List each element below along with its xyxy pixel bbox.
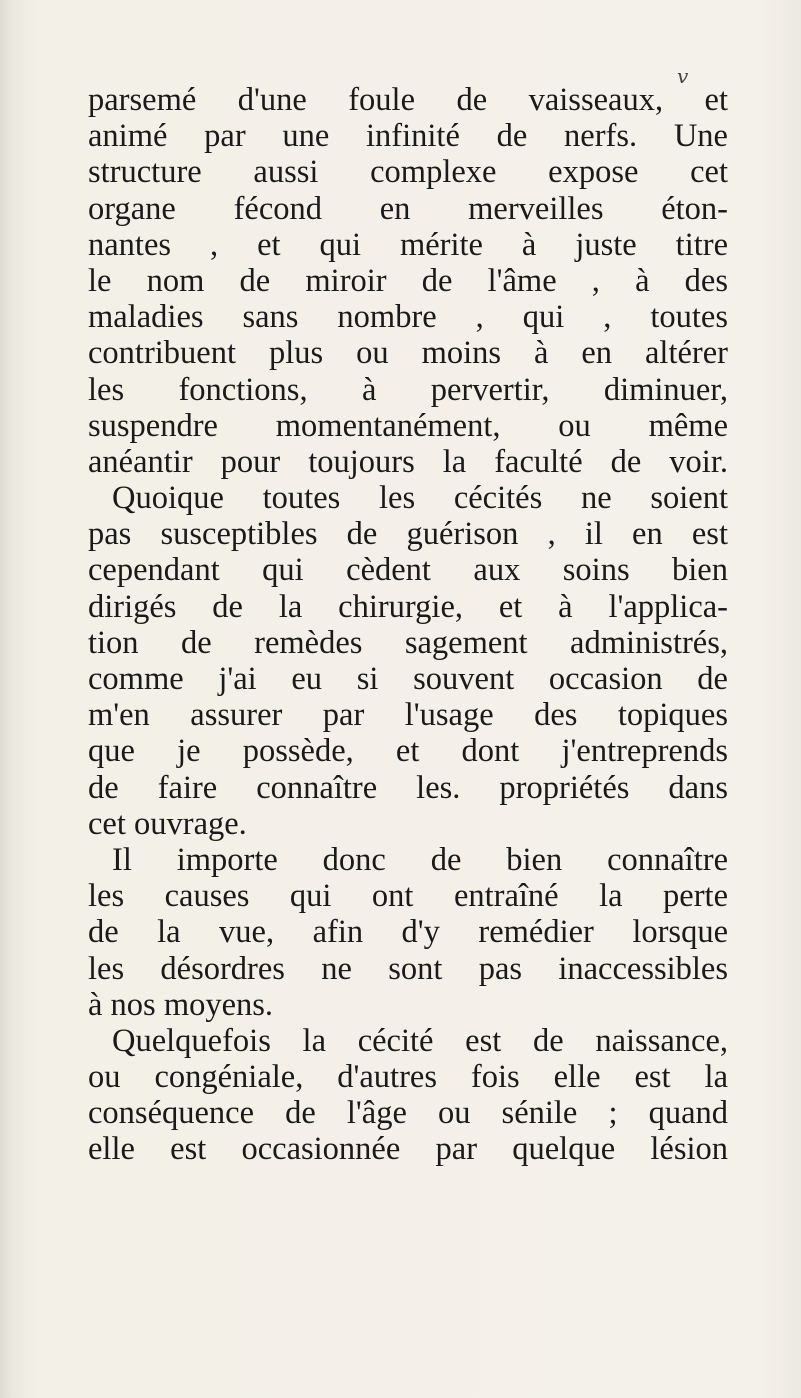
text-line: elle est occasionnée par quelque lésion [88,1131,728,1168]
paragraph [88,1023,728,1168]
text-line: structure aussi complexe expose cet [88,154,728,191]
text-line: cet ouvrage. [88,805,247,842]
text-line: m'en assurer par l'usage des topiques [88,697,728,734]
text-line: dirigés de la chirurgie, et à l'applica- [88,588,728,625]
text-line: ou congéniale, d'autres fois elle est la [88,1059,728,1096]
body-text [88,82,728,1168]
text-line: que je possède, et dont j'entreprends [88,733,728,770]
text-line: organe fécond en merveilles éton- [88,190,728,227]
text-line: Quelquefois la cécité est de naissance, [112,1022,728,1059]
page-corner-mark: v [677,64,689,88]
text-line: parsemé d'une foule de vaisseaux, et [88,82,728,118]
text-line: nantes , et qui mérite à juste titre [88,226,728,263]
text-line: de la vue, afin d'y remédier lorsque [88,914,728,951]
text-line: cependant qui cèdent aux soins bien [88,552,728,589]
text-line: comme j'ai eu si souvent occasion de [88,661,728,697]
text-line: anéantir pour toujours la faculté de voir. [88,443,728,480]
text-line: contribuent plus ou moins à en altérer [88,335,728,372]
paragraph [88,480,728,842]
text-line: les fonctions, à pervertir, diminuer, [88,371,728,408]
text-line: le nom de miroir de l'âme , à des [88,262,728,299]
text-line: Il importe donc de bien connaître [112,841,728,878]
text-line: tion de remèdes sagement administrés, [88,624,728,661]
paragraph [88,82,728,480]
text-line: les désordres ne sont pas inaccessibles [88,950,728,987]
text-line: les causes qui ont entraîné la perte [88,878,728,915]
paragraph [88,842,728,1023]
text-line: conséquence de l'âge ou sénile ; quand [88,1095,728,1132]
text-line: animé par une infinité de nerfs. Une [88,118,728,155]
text-line: à nos moyens. [88,986,274,1023]
text-line: de faire connaître les. propriétés dans [88,769,728,806]
text-line: maladies sans nombre , qui , toutes [88,299,728,336]
text-line: suspendre momentanément, ou même [88,407,728,444]
text-line: Quoique toutes les cécités ne soient [112,480,728,517]
text-line: pas susceptibles de guérison , il en est [88,516,728,553]
